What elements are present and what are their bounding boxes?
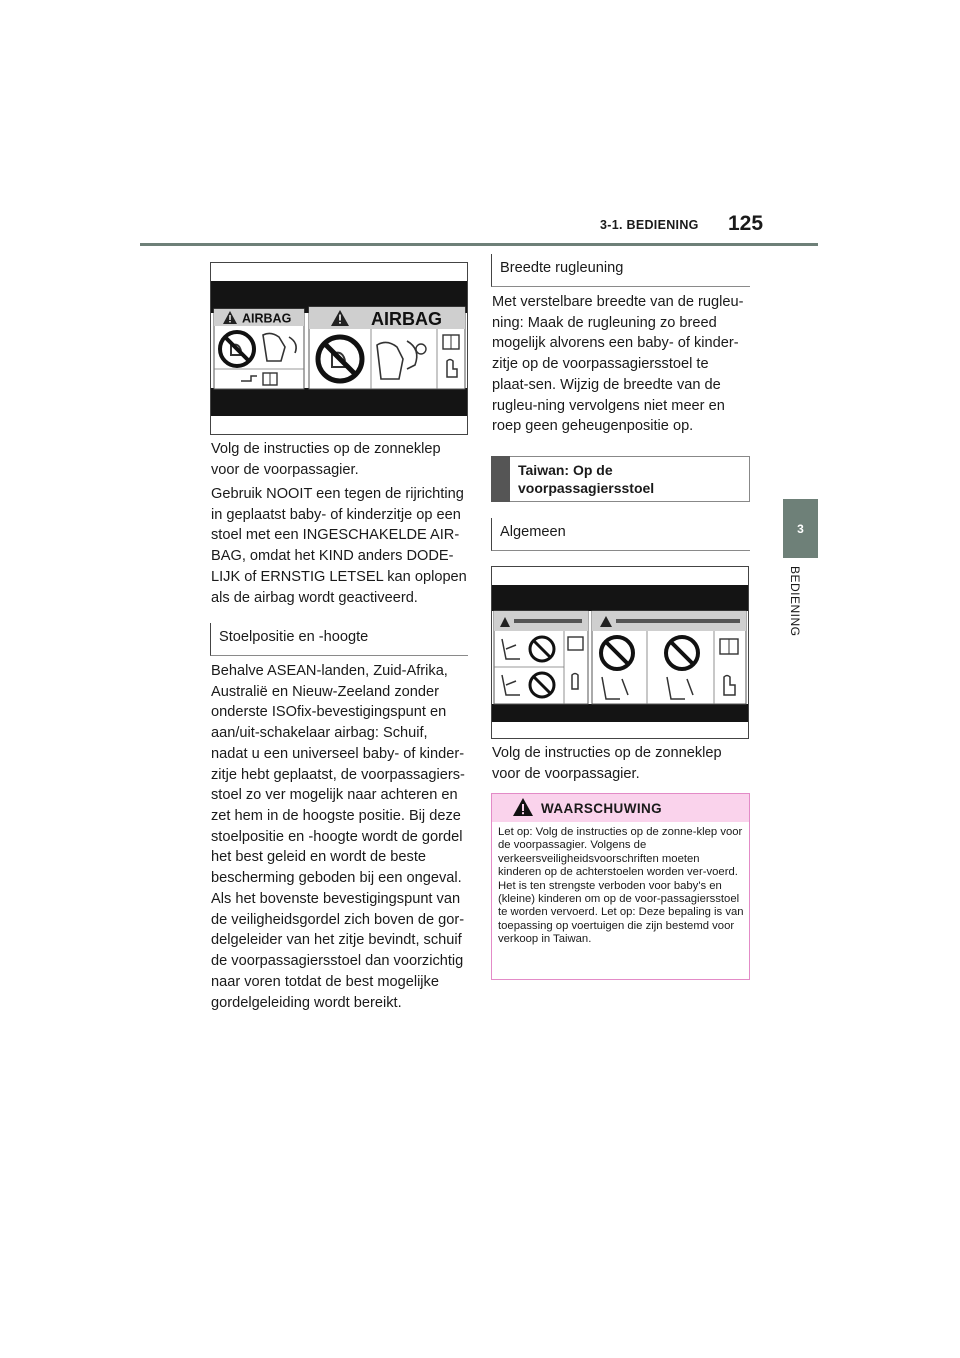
subheading: Algemeen	[491, 518, 750, 551]
airbag-label-figure	[210, 262, 468, 435]
taiwan-heading-bar	[491, 456, 510, 502]
chapter-label: BEDIENING	[788, 566, 802, 637]
paragraph: Volg de instructies op de zonneklep voor de voorpassagier.	[211, 441, 441, 478]
header-rule	[140, 243, 818, 246]
page-number: 125	[728, 212, 764, 235]
taiwan-heading: Taiwan: Op de voorpassagiersstoel	[518, 462, 655, 496]
paragraph: Met verstelbare breedte van de rugleu-ning: Maak de rugleuning zo breed mogelijk alvorens een baby- of kinder-zitje op de voorpassagiersstoel te plaat-sen. Wijzig de breedte van de rugleu-ning vervolgens niet meer en roep geen geheugenpositie op.	[492, 294, 744, 435]
taiwan-label-figure	[491, 566, 749, 739]
taiwan-warning-label	[492, 609, 748, 706]
airbag-warning-label	[211, 305, 467, 391]
chapter-number: 3	[797, 521, 804, 536]
prohibited-icon	[318, 337, 362, 381]
warning-triangle-icon	[512, 797, 534, 817]
airbag-label-small: AIRBAG	[242, 311, 292, 326]
prohibited-icon	[220, 332, 254, 366]
airbag-label-large: AIRBAG	[371, 309, 442, 329]
subheading: Breedte rugleuning	[491, 254, 750, 287]
warning-text: Let op: Volg de instructies op de zonne-klep voor de voorpassagier. Volgens de verkeersveiligheidsvoorschriften moeten kinderen op de achterstoelen worden ver-voerd. Het is ten strengste verboden voor baby's en (kleine) kinderen om op de voor-passagiersstoel te worden vervoerd. Let op: Deze bepaling is van toepassing op voertuigen die zijn bestemd voor verkoop in Taiwan.	[498, 826, 744, 946]
subheading: Stoelpositie en -hoogte	[210, 623, 468, 656]
chapter-tab	[783, 499, 818, 558]
figure-band-top	[492, 585, 748, 611]
figure-band-bottom	[211, 388, 467, 416]
paragraph: Behalve ASEAN-landen, Zuid-Afrika, Australië en Nieuw-Zeeland zonder onderste ISOfix-bevestigingspunt en aan/uit-schakelaar airbag: Schuif, nadat u een universeel baby- of kinder-zitje hebt geplaatst, de voorpassagiers-stoel zo ver mogelijk naar achteren en zet hem in de hoogste positie. Bij deze stoelpositie en -hoogte wordt de gordel het best geleid en wordt de beste bescherming geboden bij een ongeval.	[211, 663, 465, 887]
warning-title: WAARSCHUWING	[541, 801, 663, 816]
paragraph: Als het bovenste bevestigingspunt van de veiligheidsgordel zich boven de gor-delgeleider van het zitje bevindt, schuif de voorpassagiersstoel dan voorzichtig naar voren totdat de best mogelijke gordelgeleiding wordt bereikt.	[211, 891, 465, 1011]
paragraph: Gebruik NOOIT een tegen de rijrichting in geplaatst baby- of kinderzitje op een stoel met een INGESCHAKELDE AIR-BAG, omdat het KIND anders DODE-LIJK of ERNSTIG LETSEL kan oplopen als de airbag wordt geactiveerd.	[211, 486, 467, 606]
section-title: 3-1. BEDIENING	[600, 218, 699, 232]
paragraph: Volg de instructies op de zonneklep voor de voorpassagier.	[492, 745, 722, 782]
figure-band-bottom	[492, 704, 748, 722]
